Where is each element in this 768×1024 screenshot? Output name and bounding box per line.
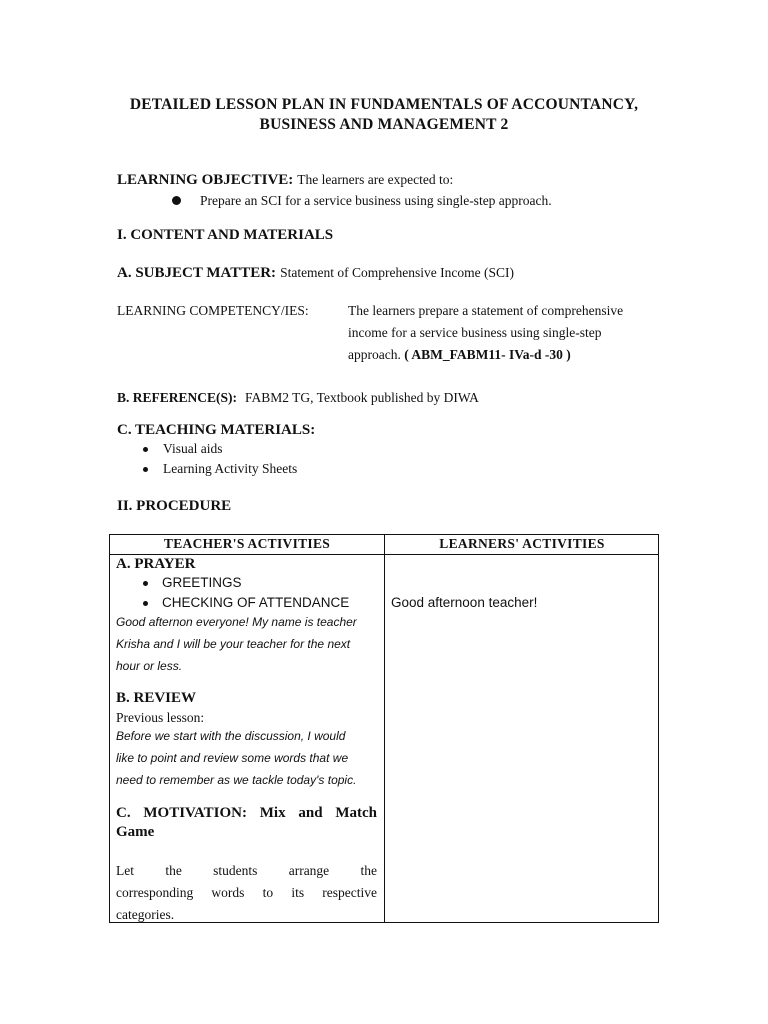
competency-line-2: income for a service business using single-step bbox=[348, 325, 602, 340]
header-divider bbox=[110, 554, 658, 555]
header-learner-activities: LEARNERS' ACTIVITIES bbox=[439, 536, 605, 551]
motivation-text: Let the students arrange the bbox=[116, 863, 377, 878]
objective-bullet: Prepare an SCI for a service business using single-step approach. bbox=[200, 193, 552, 208]
section-heading-content: I. CONTENT AND MATERIALS bbox=[117, 227, 334, 243]
procedure-table bbox=[109, 534, 659, 923]
subject-text: Statement of Comprehensive Income (SCI) bbox=[280, 265, 515, 280]
learning-objective bbox=[117, 171, 453, 189]
objective-text: The learners are expected to: bbox=[297, 172, 454, 187]
prayer-line: Good afternon everyone! My name is teacher bbox=[116, 615, 357, 629]
motivation-heading: C. MOTIVATION: Mix and Match bbox=[116, 805, 377, 821]
competency-label: LEARNING COMPETENCY/IES: bbox=[117, 303, 309, 318]
prayer-line: Krisha and I will be your teacher for the next bbox=[116, 637, 351, 651]
bullet-icon bbox=[143, 447, 148, 452]
bullet-icon bbox=[143, 601, 148, 606]
motivation-heading-cont: Game bbox=[116, 824, 155, 840]
review-line: need to remember as we tackle today's topic. bbox=[116, 773, 357, 787]
materials-item: Visual aids bbox=[163, 441, 223, 456]
motivation-text: corresponding words to its respective bbox=[116, 885, 377, 900]
header-teacher-activities: TEACHER'S ACTIVITIES bbox=[163, 536, 331, 551]
competency-code: ( ABM_FABM11- IVa-d -30 ) bbox=[404, 347, 571, 362]
materials-label: C. TEACHING MATERIALS: bbox=[117, 422, 316, 438]
prayer-heading: A. PRAYER bbox=[116, 556, 196, 572]
motivation-text: categories. bbox=[116, 907, 175, 922]
learner-response: Good afternoon teacher! bbox=[391, 595, 538, 610]
document-title-line-1: DETAILED LESSON PLAN IN FUNDAMENTALS OF ACCOUNTANCY, bbox=[129, 96, 639, 113]
reference-text: FABM2 TG, Textbook published by DIWA bbox=[245, 390, 479, 405]
bullet-icon bbox=[143, 467, 148, 472]
prayer-item: GREETINGS bbox=[162, 575, 242, 590]
competency-line-1: The learners prepare a statement of comprehensive bbox=[348, 303, 624, 318]
reference bbox=[117, 389, 479, 407]
reference-label: B. REFERENCE(S): bbox=[117, 390, 238, 405]
document-title-line-2: BUSINESS AND MANAGEMENT 2 bbox=[259, 116, 509, 133]
bullet-icon bbox=[143, 581, 148, 586]
competency-line-3 bbox=[348, 347, 571, 363]
bullet-icon bbox=[172, 196, 181, 205]
column-divider bbox=[384, 535, 385, 922]
review-line: Before we start with the discussion, I would bbox=[116, 729, 346, 743]
review-heading: B. REVIEW bbox=[116, 690, 197, 706]
review-sub: Previous lesson: bbox=[116, 710, 205, 725]
prayer-line: hour or less. bbox=[116, 659, 183, 673]
objective-label: LEARNING OBJECTIVE: bbox=[117, 172, 294, 188]
competency-line-3-prefix: approach. bbox=[348, 347, 401, 362]
subject-label: A. SUBJECT MATTER: bbox=[117, 265, 277, 281]
review-line: like to point and review some words that we bbox=[116, 751, 349, 765]
prayer-item: CHECKING OF ATTENDANCE bbox=[162, 595, 350, 610]
section-heading-procedure: II. PROCEDURE bbox=[117, 498, 232, 514]
subject-matter bbox=[117, 264, 514, 282]
materials-item: Learning Activity Sheets bbox=[163, 461, 298, 476]
